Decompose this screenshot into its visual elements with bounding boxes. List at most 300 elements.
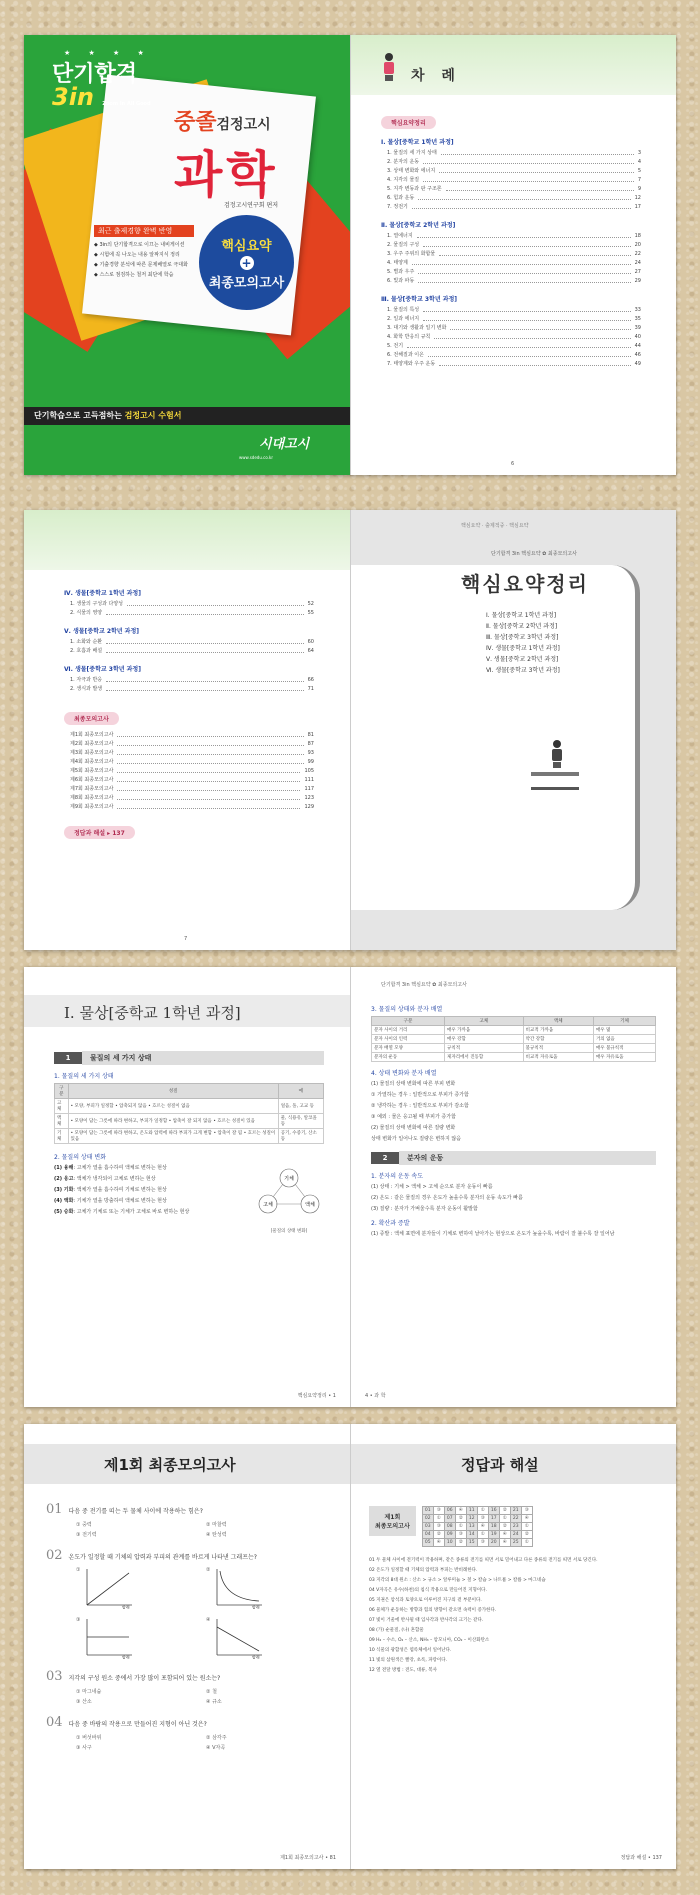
leader-dots (117, 745, 303, 746)
table-header-cell: 구분 (55, 1084, 69, 1099)
toc-body (381, 110, 641, 369)
toc-entry-label: 제9회 최종모의고사 (70, 804, 114, 810)
summary-title: 핵심요약정리 (461, 572, 589, 596)
circle-line1: 핵심요약 (221, 239, 272, 254)
leader-dots (423, 311, 631, 312)
toc-entry-page: 105 (304, 768, 314, 774)
toc-entry-page: 49 (634, 361, 641, 367)
table-cell: • 모양이 담는 그릇에 따라 변하고, 부피가 일정함 • 압축이 잘 되지 않음 • 흐르는 성질이 있음 (68, 1114, 278, 1129)
toc-page-2 (24, 510, 350, 950)
leader-dots (106, 643, 304, 644)
summary-chapter: Ⅴ. 생물[중학교 2학년 과정] (486, 656, 559, 663)
answer-cell: ③ (455, 1531, 466, 1539)
toc-entry (70, 685, 314, 694)
toc-entry (387, 342, 641, 351)
table-row (372, 1053, 656, 1062)
answer-cell: 16 (488, 1507, 499, 1515)
toc-entry (387, 203, 641, 212)
subheading: 3. 물질의 상태와 분자 배열 (371, 1006, 443, 1013)
toc-entry-label: 2. 생식과 발생 (70, 686, 103, 692)
toc-entry (70, 676, 314, 685)
toc-entry-label: 7. 정전기 (387, 204, 408, 210)
plus-icon: + (241, 256, 252, 270)
table-cell: 분자 사이의 거리 (372, 1026, 445, 1035)
answer-tag: 제1회 최종모의고사 (369, 1506, 416, 1536)
content-line: (3) 질량 : 분자가 가벼울수록 분자 운동이 활발함 (371, 1206, 478, 1212)
leader-dots (117, 781, 300, 782)
toc-entry-page: 24 (634, 260, 641, 266)
summary-kicker: 단기합격 3in 핵심요약 ✿ 최종모의고사 (491, 551, 577, 557)
toc-entry (387, 232, 641, 241)
answer-cell: 25 (510, 1539, 521, 1547)
explanation: 03 지각의 8대 원소 : 산소 > 규소 > 알루미늄 > 철 > 칼슘 > 나트륨 > 칼륨 > 마그네슘 (369, 1578, 546, 1583)
toc-section-list (381, 232, 641, 286)
toc-entry-page: 4 (637, 159, 641, 165)
options: ① 마그네슘 ② 철 ③ 산소 ④ 규소 (76, 1689, 222, 1705)
answer-cell: 08 (444, 1523, 455, 1531)
toc-entry-page: 27 (634, 269, 641, 275)
toc-entry-page: 29 (634, 278, 641, 284)
toc-section-heading: Ⅳ. 생물[중학교 1학년 과정] (64, 590, 141, 597)
toc-entry-page: 111 (304, 777, 314, 783)
leader-dots (106, 681, 304, 682)
graph-option: ④ 압력 (206, 1617, 336, 1659)
toc-entry-label: 1. 물질의 특성 (387, 307, 420, 313)
graph-option: ③ 압력 (76, 1617, 206, 1659)
feature-item: ◆ 스스로 점검하는 철저 최단에 학습 (94, 272, 174, 278)
toc-entry-label: 제1회 최종모의고사 (70, 732, 114, 738)
toc-entry-page: 99 (307, 759, 314, 765)
summary-chapter: Ⅱ. 물상[중학교 2학년 과정] (486, 623, 558, 630)
exam-page (24, 1424, 350, 1869)
toc-entry-page: 87 (307, 741, 314, 747)
answer-grid (422, 1506, 533, 1547)
state-change-label: (3) 기화 (54, 1187, 74, 1193)
boy-figure-icon (549, 740, 565, 768)
three-in-text: 3in (52, 83, 95, 111)
content-line: ② 냉각하는 경우 : 일반적으로 부피가 감소함 (371, 1103, 469, 1109)
three-in-logo (52, 83, 151, 111)
table-cell: 거의 없음 (593, 1035, 655, 1044)
graph-option: ① 압력 (76, 1567, 206, 1609)
table-header-cell: 기체 (593, 1017, 655, 1026)
state-change-text: : 액체가 냉각되어 고체로 변하는 현상 (73, 1176, 156, 1182)
changes-block (54, 1164, 324, 1234)
answer-row (422, 1531, 532, 1539)
svg-text:압력: 압력 (122, 1655, 131, 1659)
state-diagram-svg (254, 1164, 324, 1224)
toc-entry-page: 17 (634, 204, 641, 210)
spread-toc-summary (24, 510, 676, 950)
toc-entry-page: 52 (307, 601, 314, 607)
leader-dots (117, 790, 300, 791)
footer-left: 핵심요약정리 • 1 (297, 1393, 336, 1399)
graph-icon (214, 1567, 264, 1609)
leader-dots (417, 237, 631, 238)
toc-entry (387, 194, 641, 203)
toc-entry-label: 4. 지각의 물질 (387, 177, 420, 183)
diagram-caption: [물질의 상태 변화] (270, 1229, 308, 1234)
circle-line2: 최종모의고사 (208, 276, 285, 291)
explanation: 06 물체가 운동하는 방향과 힘의 방향이 같으면 속력이 증가한다. (369, 1608, 497, 1613)
explanation: 05 지권은 암석과 토양으로 이루어진 지구의 겉 부분이다. (369, 1598, 482, 1603)
toc-entry (387, 360, 641, 369)
answer-cell: 23 (510, 1523, 521, 1531)
exam-footer: 제1회 최종모의고사 • 81 (280, 1855, 336, 1861)
three-in-small: Zoom In All Good (102, 101, 151, 107)
answer-cell: ④ (477, 1523, 488, 1531)
table-cell: • 모양, 부피가 일정함 • 압축되지 않음 • 흐르는 성질이 없음 (68, 1099, 278, 1114)
toc-entry-page: 9 (637, 186, 641, 192)
question: 02 온도가 일정할 때 기체의 압력과 부피의 관계를 바르게 나타낸 그래프는? (46, 1548, 257, 1563)
state-change-item (54, 1208, 254, 1216)
table-cell: • 모양이 담는 그릇에 따라 변하고, 온도와 압력에 따라 부피가 크게 변함 • 압축이 잘 됨 • 흐르는 성질이 있음 (68, 1129, 278, 1144)
toc-entry (70, 803, 314, 812)
toc-section-heading: Ⅴ. 생물[중학교 2학년 과정] (64, 628, 140, 635)
answers-body (369, 1506, 664, 1677)
toc2-sections (64, 588, 314, 694)
toc-entry-label: 3. 상태 변화와 에너지 (387, 168, 436, 174)
toc-entry-page: 33 (634, 307, 641, 313)
leader-dots (106, 690, 304, 691)
content-line: 상태 변화가 일어나도 질량은 변하지 않음 (371, 1136, 462, 1142)
table-header-cell: 구분 (372, 1017, 445, 1026)
state-change-item (54, 1186, 254, 1194)
table-cell: 분자 배열 모양 (372, 1044, 445, 1053)
leader-dots (418, 273, 630, 274)
cover-series-main: 중졸 (174, 110, 217, 135)
toc-entry-page: 66 (307, 677, 314, 683)
toc-entry-page: 12 (634, 195, 641, 201)
toc-entry-page: 3 (637, 150, 641, 156)
answer-row (422, 1539, 532, 1547)
toc-entry-page: 18 (634, 233, 641, 239)
summary-intro-page (350, 510, 676, 950)
toc-entry (387, 268, 641, 277)
table-cell: 규칙적 (445, 1044, 524, 1053)
table-row (55, 1129, 324, 1144)
question: 03 지각의 구성 원소 중에서 가장 많이 포함되어 있는 원소는? (46, 1669, 221, 1684)
toc-entry (387, 277, 641, 286)
content-line: (2) 물질의 상태 변화에 따른 질량 변화 (371, 1125, 456, 1131)
toc-entry-label: 제6회 최종모의고사 (70, 777, 114, 783)
table-cell: 기체 (55, 1129, 69, 1144)
toc-section-list (381, 149, 641, 212)
toc-entry-page: 55 (307, 610, 314, 616)
answer-cell: ③ (477, 1539, 488, 1547)
toc-entry (70, 749, 314, 758)
answer-cell: ② (521, 1531, 532, 1539)
content-line: ① 가열하는 경우 : 일반적으로 부피가 증가함 (371, 1092, 469, 1098)
toc-entry-label: 6. 힘과 운동 (387, 195, 415, 201)
toc-entry (387, 176, 641, 185)
explanation: 04 V자곡은 유수(하천)의 침식 작용으로 만들어진 지형이다. (369, 1588, 487, 1593)
toc-section-list (64, 600, 314, 618)
diagram-node: 기체 (284, 1176, 294, 1182)
toc-entry-label: 5. 지각 변동과 판 구조론 (387, 186, 442, 192)
leader-dots (106, 614, 304, 615)
explanation: 08 (가) 순물질, (나) 혼합물 (369, 1628, 424, 1633)
subheading: 2. 확산과 증발 (371, 1220, 410, 1227)
answer-cell: 13 (466, 1523, 477, 1531)
section-number: 2 (371, 1152, 399, 1164)
answer-cell: 24 (510, 1531, 521, 1539)
answer-cell: ③ (521, 1507, 532, 1515)
toc-entry-label: 1. 열에너지 (387, 233, 413, 239)
table-cell: 비교적 가까움 (523, 1026, 593, 1035)
answer-cell: ① (455, 1523, 466, 1531)
sec4-lines (371, 1080, 656, 1143)
table-cell: 공기, 수증기, 산소 등 (278, 1129, 323, 1144)
answer-cell: 07 (444, 1515, 455, 1523)
table-row (372, 1026, 656, 1035)
answer-cell: ③ (433, 1507, 444, 1515)
band-highlight: 검정고시 수험서 (124, 411, 182, 420)
content-line: (2) 온도 : 같은 물질의 경우 온도가 높을수록 분자의 운동 속도가 빠름 (371, 1195, 523, 1201)
leader-dots (117, 763, 303, 764)
toc-entry (387, 185, 641, 194)
explanation: 02 온도가 일정할 때 기체의 압력과 부피는 반비례한다. (369, 1568, 478, 1573)
state-change-text: : 고체가 열을 흡수하여 액체로 변하는 현상 (73, 1165, 167, 1171)
leader-dots (117, 808, 300, 809)
toc-section-heading: Ⅵ. 생물[중학교 3학년 과정] (64, 666, 141, 673)
table-cell: 매우 멂 (593, 1026, 655, 1035)
toc-entry-label: 제4회 최종모의고사 (70, 759, 114, 765)
answer-cell: ① (521, 1523, 532, 1531)
publisher-url: www.sdedu.co.kr (239, 455, 273, 460)
toc-entry (70, 600, 314, 609)
toc-section-list (381, 306, 641, 369)
toc-section-list (64, 638, 314, 656)
answer-row (422, 1523, 532, 1531)
publisher-logo: 시대고시 (259, 437, 310, 452)
leader-dots (407, 347, 631, 348)
state-change-item (54, 1175, 254, 1183)
girl-figure-icon (381, 53, 397, 81)
answer-cell: 22 (510, 1515, 521, 1523)
toc-entry-label: 1. 자극과 반응 (70, 677, 103, 683)
answer-cell: ① (433, 1515, 444, 1523)
content-page-left (24, 967, 350, 1407)
answer-cell: ④ (455, 1507, 466, 1515)
cover-series (174, 105, 271, 136)
state-change-diagram (254, 1164, 324, 1234)
table-cell: 매우 강함 (445, 1035, 524, 1044)
answer-cell: ③ (477, 1515, 488, 1523)
answer-cell: 18 (488, 1523, 499, 1531)
spread-exam-answers (24, 1424, 676, 1869)
answer-cell: 15 (466, 1539, 477, 1547)
answer-cell: ① (477, 1531, 488, 1539)
table-cell: 분자의 운동 (372, 1053, 445, 1062)
toc-entry (70, 731, 314, 740)
options: ① 중력 ② 마찰력 ③ 전기력 ④ 탄성력 (76, 1522, 227, 1538)
running-header: 단기합격 3in 핵심요약 ✿ 최종모의고사 (381, 982, 467, 988)
exam-questions (46, 1502, 336, 1761)
table-cell: 액체 (55, 1114, 69, 1129)
feature-box (94, 225, 194, 280)
answer-row (422, 1507, 532, 1515)
toc-entry-label: 6. 전해질과 이온 (387, 352, 424, 358)
toc-entry-label: 5. 별과 우주 (387, 269, 415, 275)
toc2-banner (24, 510, 350, 570)
toc-entry-label: 7. 태양계와 우주 운동 (387, 361, 436, 367)
leader-dots (439, 172, 634, 173)
toc-entry (387, 259, 641, 268)
table-header-cell: 액체 (523, 1017, 593, 1026)
leader-dots (418, 199, 630, 200)
explanation: 11 빛의 삼원색은 빨강, 초록, 파랑이다. (369, 1658, 448, 1663)
subheading: 1. 물질의 세 가지 상태 (54, 1073, 114, 1080)
leader-dots (434, 338, 630, 339)
content-line: ③ 예외 : 물은 응고될 때 부피가 증가함 (371, 1114, 456, 1120)
leader-dots (439, 255, 630, 256)
answer-cell: 05 (422, 1539, 433, 1547)
answer-cell: 10 (444, 1539, 455, 1547)
toc-entry (387, 306, 641, 315)
explanation: 01 두 물체 사이에 전기력이 작용하며, 같은 종류의 전기를 띠면 서로 밀어내고 다른 종류의 전기를 띠면 서로 당긴다. (369, 1558, 598, 1563)
toc-entry (387, 167, 641, 176)
toc-entry-page: 7 (637, 177, 641, 183)
toc-entry-page: 44 (634, 343, 641, 349)
state-change-text: : 고체가 기체로 또는 기체가 고체로 바로 변하는 현상 (73, 1209, 190, 1215)
state-change-label: (4) 액화 (54, 1198, 74, 1204)
leader-dots (423, 320, 631, 321)
toc-entry (70, 647, 314, 656)
graph-option: ② 압력 (206, 1567, 336, 1609)
table-row (55, 1114, 324, 1129)
summary-chapter-list (486, 610, 560, 676)
state-change-text: : 기체가 열을 방출하여 액체로 변하는 현상 (73, 1198, 167, 1204)
toc-section-heading: Ⅲ. 물상[중학교 3학년 과정] (381, 296, 458, 303)
table-cell: 고체 (55, 1099, 69, 1114)
toc-entry (70, 609, 314, 618)
explanations (369, 1557, 664, 1675)
toc-entry-page: 22 (634, 251, 641, 257)
leader-dots (117, 772, 300, 773)
toc-pill: 핵심요약정리 (381, 116, 436, 129)
summary-chapter: Ⅳ. 생물[중학교 1학년 과정] (486, 645, 560, 652)
toc-entry-page: 93 (307, 750, 314, 756)
answer-cell: ① (477, 1507, 488, 1515)
leader-dots (446, 190, 634, 191)
answer-cell: 06 (444, 1507, 455, 1515)
toc-entry (387, 324, 641, 333)
answer-row (422, 1515, 532, 1523)
spread-content (24, 967, 676, 1407)
toc-entry-page: 123 (304, 795, 314, 801)
state-change-label: (2) 응고 (54, 1176, 74, 1182)
book-cover (24, 35, 350, 475)
band-text: 단기학습으로 고득점하는 (34, 411, 125, 420)
toc-entry-page: 40 (634, 334, 641, 340)
toc-entry-page: 64 (307, 648, 314, 654)
table-cell: 불규칙적 (523, 1044, 593, 1053)
answer-cell: ③ (433, 1523, 444, 1531)
explanation: 07 빛이 거울에 반사될 때 입사각과 반사각의 크기는 같다. (369, 1618, 484, 1623)
section-name: 물질의 세 가지 상태 (82, 1051, 324, 1065)
leader-dots (412, 264, 631, 265)
answer-cell: 21 (510, 1507, 521, 1515)
svg-text:압력: 압력 (252, 1605, 261, 1609)
changes-list (54, 1164, 254, 1224)
table-cell: 약간 강함 (523, 1035, 593, 1044)
toc-entry-label: 6. 빛과 파동 (387, 278, 415, 284)
toc-entry-label: 제8회 최종모의고사 (70, 795, 114, 801)
content-left-body (54, 1045, 324, 1234)
exam-pill: 최종모의고사 (64, 712, 119, 725)
answers-page (350, 1424, 676, 1869)
toc-section-list (64, 676, 314, 694)
toc-entry (387, 241, 641, 250)
summary-chapter: Ⅲ. 물상[중학교 3학년 과정] (486, 634, 559, 641)
answer-cell: 17 (488, 1515, 499, 1523)
subheading: 2. 물질의 상태 변화 (54, 1154, 107, 1161)
content-right-body (371, 999, 656, 1241)
table-cell: 분자 사이의 인력 (372, 1035, 445, 1044)
toc-entry-label: 2. 분자의 운동 (387, 159, 420, 165)
table-cell: 매우 가까움 (445, 1026, 524, 1035)
leader-dots (117, 754, 303, 755)
cover-editor: 검정고시연구회 편저 (224, 202, 279, 209)
toc-entry (387, 333, 641, 342)
leader-dots (423, 163, 634, 164)
section-number: 1 (54, 1052, 82, 1064)
header-note: 핵심요약 · 출제적중 · 핵심요약 (461, 523, 529, 529)
toc-entry (70, 794, 314, 803)
brand-name: 단기합격 (52, 62, 138, 87)
toc-entry-page: 35 (634, 316, 641, 322)
toc-entry-label: 제3회 최종모의고사 (70, 750, 114, 756)
toc-entry-page: 129 (304, 804, 314, 810)
diagram-node: 액체 (305, 1202, 315, 1208)
explanation: 09 H₂ – 수소, O₂ – 산소, NH₃ – 암모니아, CO₂ – 이산화탄소 (369, 1638, 490, 1643)
toc-entry-page: 39 (634, 325, 641, 331)
answer-cell: ① (521, 1539, 532, 1547)
state-change-item (54, 1164, 254, 1172)
leader-dots (428, 356, 631, 357)
leader-dots (450, 329, 630, 330)
explanation: 10 식물의 광합성은 엽록체에서 일어난다. (369, 1648, 452, 1653)
answers-footer: 정답과 해설 • 137 (620, 1855, 662, 1861)
answer-cell: 20 (488, 1539, 499, 1547)
leader-dots (106, 652, 304, 653)
table-row (372, 1035, 656, 1044)
toc-entry-label: 4. 태양계 (387, 260, 408, 266)
leader-dots (127, 605, 304, 606)
toc-entry (387, 158, 641, 167)
toc-entry-label: 2. 일과 에너지 (387, 316, 420, 322)
svg-text:압력: 압력 (252, 1655, 261, 1659)
page-number: 7 (184, 936, 188, 942)
answer-cell: 01 (422, 1507, 433, 1515)
answers-pill: 정답과 해설 ▸ 137 (64, 826, 135, 839)
toc-entry (70, 638, 314, 647)
section-header (371, 1151, 656, 1165)
state-change-label: (5) 승화 (54, 1209, 74, 1215)
table-cell: 비교적 자유로움 (523, 1053, 593, 1062)
answer-cell: ② (499, 1507, 510, 1515)
toc-entry (70, 758, 314, 767)
leader-dots (117, 799, 300, 800)
state-table (54, 1083, 324, 1144)
page-number: 6 (511, 461, 515, 467)
svg-text:압력: 압력 (122, 1605, 131, 1609)
toc-entry (387, 250, 641, 259)
toc-title: 차 례 (411, 68, 461, 84)
toc-entry-label: 제2회 최종모의고사 (70, 741, 114, 747)
answer-cell: ④ (521, 1515, 532, 1523)
